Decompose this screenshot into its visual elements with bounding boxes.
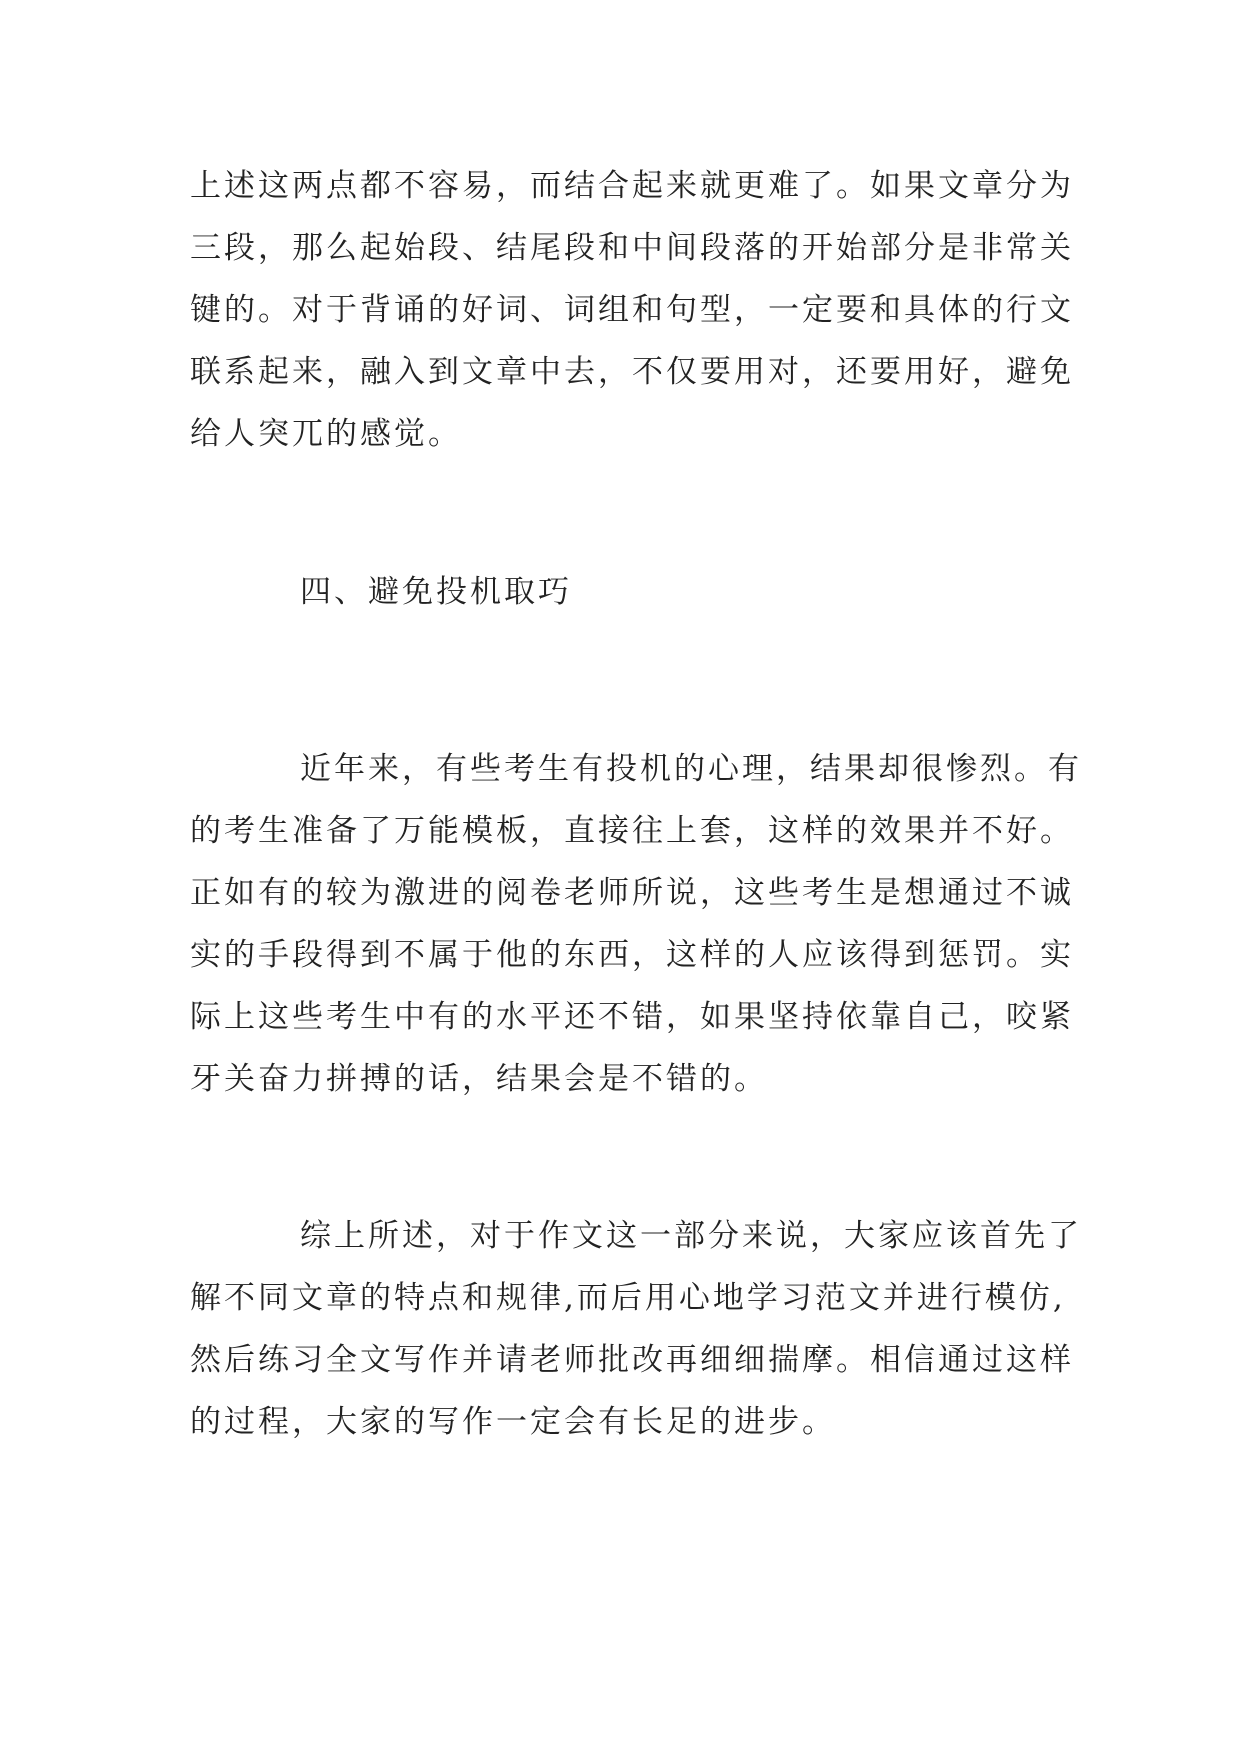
paragraph-line: 实的手段得到不属于他的东西，这样的人应该得到惩罚。实 [190, 937, 1074, 973]
paragraph-line: 际上这些考生中有的水平还不错，如果坚持依靠自己，咬紧 [190, 999, 1074, 1035]
paragraph-line: 牙关奋力拼搏的话，结果会是不错的。 [190, 1061, 768, 1097]
paragraph-line: 近年来，有些考生有投机的心理，结果却很惨烈。有 [300, 751, 1082, 787]
section-heading-text: 四、避免投机取巧 [300, 574, 572, 610]
paragraph-line: 解不同文章的特点和规律,而后用心地学习范文并进行模仿, [190, 1280, 1066, 1316]
paragraph-line: 给人突兀的感觉。 [190, 416, 462, 452]
paragraph-line: 联系起来，融入到文章中去，不仅要用对，还要用好，避免 [190, 354, 1074, 390]
paragraph-line: 正如有的较为激进的阅卷老师所说，这些考生是想通过不诚 [190, 875, 1074, 911]
paragraph-line: 的考生准备了万能模板，直接往上套，这样的效果并不好。 [190, 813, 1074, 849]
paragraph-line: 的过程，大家的写作一定会有长足的进步。 [190, 1404, 836, 1440]
paragraph-line: 键的。对于背诵的好词、词组和句型，一定要和具体的行文 [190, 292, 1074, 328]
paragraph-line: 三段，那么起始段、结尾段和中间段落的开始部分是非常关 [190, 230, 1074, 266]
section-heading [190, 561, 1052, 623]
paragraph-3 [190, 1205, 1082, 1453]
paragraph-2 [190, 738, 1082, 1110]
paragraph-line: 综上所述，对于作文这一部分来说，大家应该首先了 [300, 1218, 1082, 1254]
paragraph-1 [190, 155, 1074, 465]
paragraph-line: 上述这两点都不容易，而结合起来就更难了。如果文章分为 [190, 168, 1074, 204]
paragraph-line: 然后练习全文写作并请老师批改再细细揣摩。相信通过这样 [190, 1342, 1074, 1378]
